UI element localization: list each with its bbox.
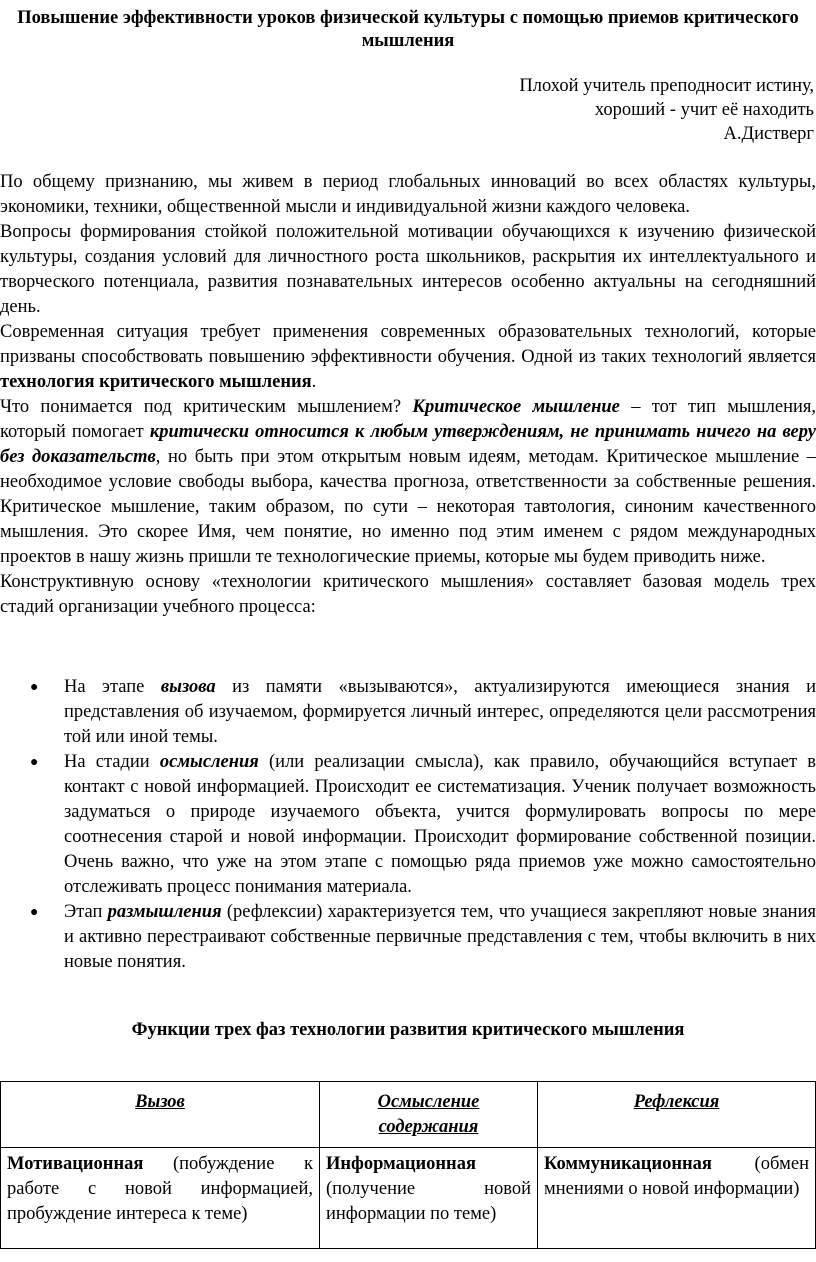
paragraph-4-text-b: – тот тип мышления, который помогает [0,397,816,442]
paragraph-3-end: . [311,372,317,392]
cell-function-text: (получение новой информации по теме) [326,1179,531,1224]
cell-function-name: Коммуникационная [544,1154,712,1174]
epigraph [519,74,814,146]
table-cell [1,1148,320,1249]
paragraph-5: Конструктивную основу «технологии критического мышления» составляет базовая модель трех стадий организации учебного процесса: [0,572,816,617]
column-header-comprehension: Осмысление содержания [320,1082,538,1148]
list-item [0,750,816,900]
cell-function-text: (обмен мнениями о новой информации) [544,1154,809,1199]
table-title: Функции трех фаз технологии развития критического мышления [131,1020,685,1040]
phases-table [0,1081,816,1249]
list-item-term: осмысления [159,752,259,772]
paragraph-4-text-c: , но быть при этом открытым новым идеям, методам. Критическое мышление – необходимое условие свободы выбора, качества прогноза, ответственности за собственные решения. Критическое мышление, таким образом, по сути – некоторая тавтология, синоним качественного мышления. Это скорее Имя, чем понятие, но именно под этим именем с рядом международных проектов в нашу жизнь пришли те технологические приемы, которые мы будем приводить ниже. [0,447,816,567]
list-item [0,900,816,975]
list-item-text: (или реализации смысла), как правило, обучающийся вступает в контакт с новой информацией. Происходит ее систематизация. Ученик получает возможность задуматься о природе изучаемого объекта, учится формулировать вопросы по мере соотнесения старой и новой информации. Происходит формирование собственной позиции. Очень важно, что уже на этом этапе с помощью ряда приемов уже можно самостоятельно отслеживать процесс понимания материала. [64,752,816,897]
paragraph-3 [0,320,816,395]
cell-function-name: Мотивационная [7,1154,144,1174]
cell-function-text: (побуждение к работе с новой информацией, пробуждение интереса к теме) [7,1154,313,1224]
list-item-text: из памяти «вызываются», актуализируются имеющиеся знания и представления об изучаемом, формируется личный интерес, определяются цели рассмотрения той или иной темы. [64,677,816,747]
bullet-icon: ● [30,905,39,920]
paragraph-4-term: Критическое мышление [412,397,620,417]
table-header-row [1,1082,816,1148]
paragraph-2: Вопросы формирования стойкой положительной мотивации обучающихся к изучению физической культуры, создания условий для личностного роста школьников, раскрытия их интеллектуального и творческого потенциала, развития познавательных интересов особенно актуальны на сегодняшний день. [0,222,816,317]
document-title: Повышение эффективности уроков физической культуры с помощью приемов критического мышления [17,8,799,51]
table-row [1,1148,816,1249]
list-item-text: На этапе [64,677,161,697]
list-item-term: размышления [107,902,222,922]
paragraph-3-bold-term: технология критического мышления [0,372,312,392]
epigraph-line-2: хороший - учит её находить [594,100,814,120]
bullet-icon: ● [30,680,39,695]
paragraph-4-text-a: Что понимается под критическим мышлением? [0,397,413,417]
epigraph-author: А.Дистверг [723,124,814,144]
list-item [0,675,816,750]
list-item-term: вызова [160,677,216,697]
column-header-reflection: Рефлексия [538,1082,816,1148]
list-item-text: (рефлексии) характеризуется тем, что учащиеся закрепляют новые знания и активно перестраивают собственные первичные представления с тем, чтобы включить в них новые понятия. [64,902,816,972]
bullet-icon: ● [30,755,39,770]
paragraph-4-emphasis: критически относится к любым утверждениям, не принимать ничего на веру без доказательств [0,422,816,467]
stages-list [0,675,816,975]
epigraph-line-1: Плохой учитель преподносит истину, [519,76,814,96]
table-cell [320,1148,538,1249]
paragraph-3-text: Современная ситуация требует применения современных образовательных технологий, которые призваны способствовать повышению эффективности обучения. Одной из таких технологий является [0,322,816,367]
list-item-text: Этап [64,902,108,922]
cell-function-name: Информационная [326,1154,476,1174]
list-item-text: На стадии [64,752,160,772]
body-text [0,170,816,620]
table-cell [538,1148,816,1249]
paragraph-4 [0,395,816,570]
paragraph-1: По общему признанию, мы живем в период глобальных инноваций во всех областях культуры, экономики, техники, общественной мысли и индивидуальной жизни каждого человека. [0,172,816,217]
column-header-call: Вызов [1,1082,320,1148]
